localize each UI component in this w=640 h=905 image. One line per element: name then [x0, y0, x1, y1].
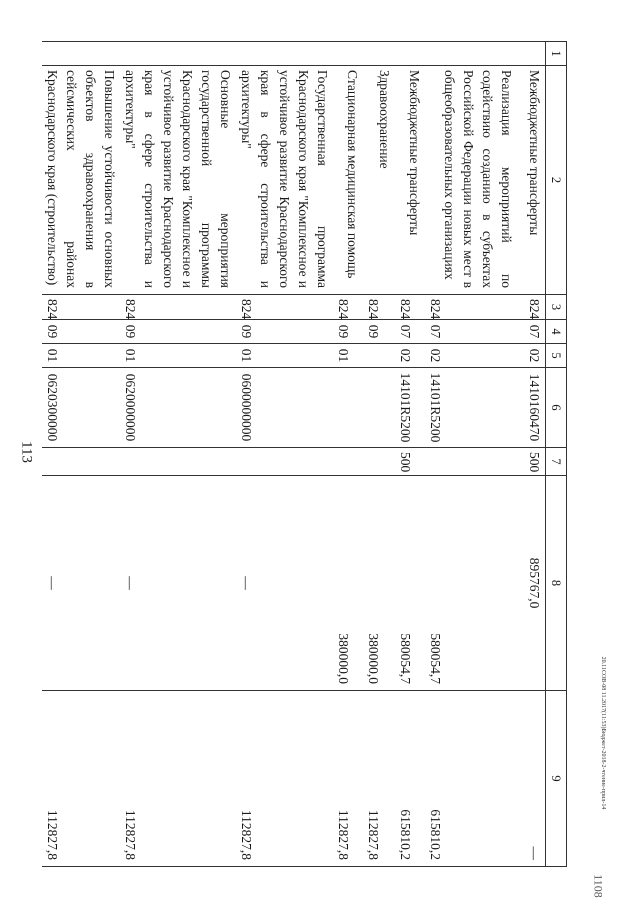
target-code-cell — [333, 368, 363, 448]
section-code-cell: 09 — [236, 320, 333, 344]
table-row — [120, 42, 236, 867]
item-name-cell: Стационарная медицинская помощь — [333, 66, 363, 295]
ministry-code-cell: 824 — [363, 295, 395, 320]
section-code-cell: 07 — [425, 320, 517, 344]
column-number: 7 — [546, 448, 567, 476]
item-name-cell: Межбюджетные трансферты — [395, 66, 425, 295]
item-name-cell: Государственная программа Краснодарского края "Комплексное и устойчивое развитие Краснодарского края в сфере строительства и архитектуры" — [236, 66, 333, 295]
target-code-cell: 0620000000 — [120, 368, 236, 448]
target-code-cell — [363, 368, 395, 448]
item-name-cell: Основные мероприятия государственной программы Краснодарского края "Комплексное и устойчивое развитие Краснодарского края в сфере строительства и архитектуры" — [120, 66, 236, 295]
column-number: 6 — [546, 368, 567, 448]
target-code-cell: 14101R5200 — [425, 368, 517, 448]
subsection-code-cell: 01 — [236, 344, 333, 368]
row-number-cell — [42, 42, 120, 66]
ministry-code-cell: 824 — [120, 295, 236, 320]
amount-2020-cell: — — [517, 691, 546, 867]
amount-2020-cell: 112827,8 — [363, 691, 395, 867]
ministry-code-cell: 824 — [395, 295, 425, 320]
ministry-code-cell: 824 — [517, 295, 546, 320]
subsection-code-cell: 01 — [120, 344, 236, 368]
row-number-cell — [425, 42, 517, 66]
section-code-cell: 07 — [395, 320, 425, 344]
column-number: 1 — [546, 42, 567, 66]
amount-2020-cell: 615810,2 — [395, 691, 425, 867]
target-code-cell: 1410160470 — [517, 368, 546, 448]
table-row — [236, 42, 333, 867]
amount-2019-cell: — — [236, 476, 333, 691]
amount-2020-cell: 112827,8 — [120, 691, 236, 867]
column-number-row — [546, 42, 567, 867]
amount-2020-cell: 615810,2 — [425, 691, 517, 867]
row-number-cell — [333, 42, 363, 66]
subsection-code-cell: 02 — [395, 344, 425, 368]
footer-file-code: 20.11СОВ-08 11.2017(11:53)Бюджет-2018-2-чтение-прил-14 — [600, 656, 606, 810]
section-code-cell: 09 — [363, 320, 395, 344]
item-name-cell: Повышение устойчивости основных объектов здравоохранения в сейсмических районах Краснодарского края (строительство) — [42, 66, 120, 295]
subsection-code-cell: 01 — [333, 344, 363, 368]
amount-2019-cell: — — [120, 476, 236, 691]
amount-2019-cell: 895767,0 — [517, 476, 546, 691]
row-number-cell — [120, 42, 236, 66]
row-number-cell — [517, 42, 546, 66]
table-row — [42, 42, 120, 867]
subsection-code-cell: 01 — [42, 344, 120, 368]
amount-2020-cell: 112827,8 — [236, 691, 333, 867]
expense-type-cell — [42, 448, 120, 476]
expense-type-cell — [120, 448, 236, 476]
ministry-code-cell: 824 — [236, 295, 333, 320]
subsection-code-cell: 02 — [425, 344, 517, 368]
amount-2019-cell: 380000,0 — [333, 476, 363, 691]
subsection-code-cell: 02 — [517, 344, 546, 368]
target-code-cell: 0600000000 — [236, 368, 333, 448]
subsection-code-cell — [363, 344, 395, 368]
item-name-cell: Здравоохранение — [363, 66, 395, 295]
row-number-cell — [363, 42, 395, 66]
expense-type-cell: 500 — [517, 448, 546, 476]
column-number: 4 — [546, 320, 567, 344]
expense-type-cell — [425, 448, 517, 476]
table-row — [395, 42, 425, 867]
ministry-code-cell: 824 — [42, 295, 120, 320]
section-code-cell: 09 — [333, 320, 363, 344]
target-code-cell: 14101R5200 — [395, 368, 425, 448]
column-number: 3 — [546, 295, 567, 320]
amount-2019-cell: 380000,0 — [363, 476, 395, 691]
side-page-number: 1108 — [591, 874, 606, 898]
amount-2019-cell: — — [42, 476, 120, 691]
rotated-table-container — [45, 41, 567, 866]
section-code-cell: 09 — [120, 320, 236, 344]
row-number-cell — [236, 42, 333, 66]
budget-table — [42, 41, 567, 867]
column-number: 9 — [546, 691, 567, 867]
expense-type-cell: 500 — [395, 448, 425, 476]
amount-2019-cell: 580054,7 — [395, 476, 425, 691]
amount-2019-cell: 580054,7 — [425, 476, 517, 691]
table-row — [363, 42, 395, 867]
expense-type-cell — [363, 448, 395, 476]
target-code-cell: 0620300000 — [42, 368, 120, 448]
table-row — [333, 42, 363, 867]
column-number: 2 — [546, 66, 567, 295]
table-row — [425, 42, 517, 867]
page-number: 113 — [18, 441, 35, 463]
column-number: 8 — [546, 476, 567, 691]
amount-2020-cell: 112827,8 — [333, 691, 363, 867]
expense-type-cell — [236, 448, 333, 476]
section-code-cell: 07 — [517, 320, 546, 344]
table-row — [517, 42, 546, 867]
column-number: 5 — [546, 344, 567, 368]
ministry-code-cell: 824 — [333, 295, 363, 320]
item-name-cell: Реализация мероприятий по содействию созданию в субъектах Российской Федерации новых мест в общеобразовательных организациях — [425, 66, 517, 295]
row-number-cell — [395, 42, 425, 66]
section-code-cell: 09 — [42, 320, 120, 344]
expense-type-cell — [333, 448, 363, 476]
amount-2020-cell: 112827,8 — [42, 691, 120, 867]
ministry-code-cell: 824 — [425, 295, 517, 320]
item-name-cell: Межбюджетные трансферты — [517, 66, 546, 295]
